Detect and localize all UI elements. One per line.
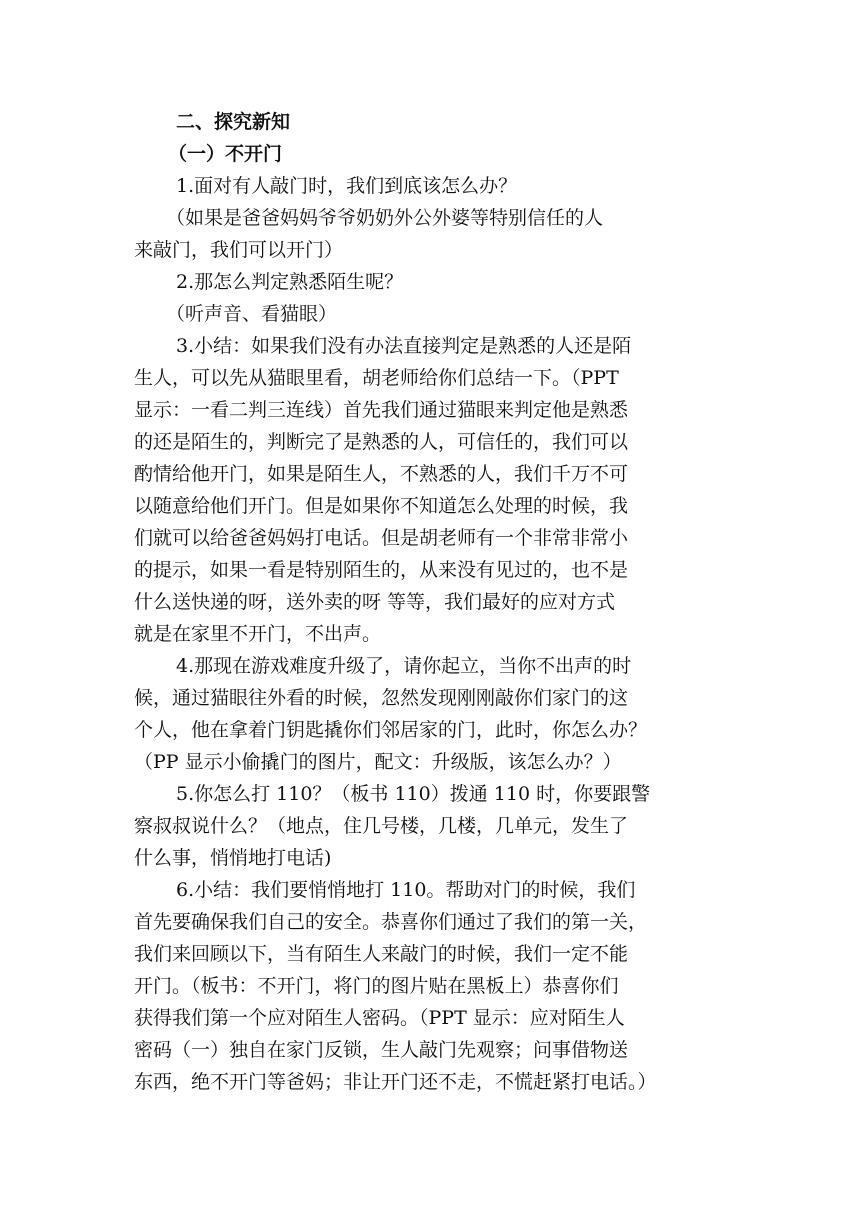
paragraph-line: 5.你怎么打 110？（板书 110）拨通 110 时，你要跟警 (176, 783, 651, 805)
paragraph-line: （PP 显示小偷撬门的图片，配文：升级版，该怎么办？） (134, 751, 622, 773)
paragraph-line: 酌情给他开门，如果是陌生人，不熟悉的人，我们千万不可 (134, 463, 629, 485)
paragraph-line: 什么事，悄悄地打电话) (134, 847, 332, 869)
paragraph-line: 首先要确保我们自己的安全。恭喜你们通过了我们的第一关， (134, 911, 648, 933)
paragraph-line: 1.面对有人敲门时，我们到底该怎么办？ (176, 175, 518, 197)
paragraph-line: 2.那怎么判定熟悉陌生呢？ (176, 271, 404, 293)
paragraph-line: 开门。（板书：不开门，将门的图片贴在黑板上）恭喜你们 (134, 975, 619, 997)
paragraph-line: 获得我们第一个应对陌生人密码。（PPT 显示：应对陌生人 (134, 1007, 625, 1029)
paragraph-line: 什么送快递的呀，送外卖的呀 等等，我们最好的应对方式 (134, 591, 616, 613)
paragraph-line: 密码（一）独自在家门反锁，生人敲门先观察；问事借物送 (134, 1039, 629, 1061)
paragraph-line: 3.小结：如果我们没有办法直接判定是熟悉的人还是陌 (176, 335, 632, 357)
paragraph-line: 显示：一看二判三连线）首先我们通过猫眼来判定他是熟悉 (134, 399, 629, 421)
paragraph-line: 以随意给他们开门。但是如果你不知道怎么处理的时候，我 (134, 495, 629, 517)
paragraph-line: 我们来回顾以下，当有陌生人来敲门的时候，我们一定不能 (134, 943, 629, 965)
paragraph-line: 生人，可以先从猫眼里看，胡老师给你们总结一下。（PPT (134, 367, 619, 389)
section-heading: 二、探究新知 (176, 111, 291, 133)
paragraph-line: 个人，他在拿着门钥匙撬你们邻居家的门，此时，你怎么办？ (134, 719, 648, 741)
paragraph-line: 候，通过猫眼往外看的时候，忽然发现刚刚敲你们家门的这 (134, 687, 629, 709)
paragraph-line: （听声音、看猫眼） (166, 303, 338, 325)
paragraph-line: 来敲门，我们可以开门） (134, 239, 344, 261)
paragraph-line: 4.那现在游戏难度升级了，请你起立，当你不出声的时 (176, 655, 632, 677)
paragraph-line: 察叔叔说什么？（地点，住几号楼，几楼，几单元，发生了 (134, 815, 629, 837)
paragraph-line: 就是在家里不开门，不出声。 (134, 623, 382, 645)
paragraph-line: 的还是陌生的，判断完了是熟悉的人，可信任的，我们可以 (134, 431, 629, 453)
paragraph-line: （如果是爸爸妈妈爷爷奶奶外公外婆等特别信任的人 (166, 207, 604, 229)
paragraph-line: 东西，绝不开门等爸妈；非让开门还不走，不慌赶紧打电话。） (134, 1071, 657, 1093)
subheading: （一）不开门 (168, 143, 283, 165)
paragraph-line: 6.小结：我们要悄悄地打 110。帮助对门的时候，我们 (176, 879, 636, 901)
paragraph-line: 的提示，如果一看是特别陌生的，从来没有见过的，也不是 (134, 559, 629, 581)
paragraph-line: 们就可以给爸爸妈妈打电话。但是胡老师有一个非常非常小 (134, 527, 629, 549)
